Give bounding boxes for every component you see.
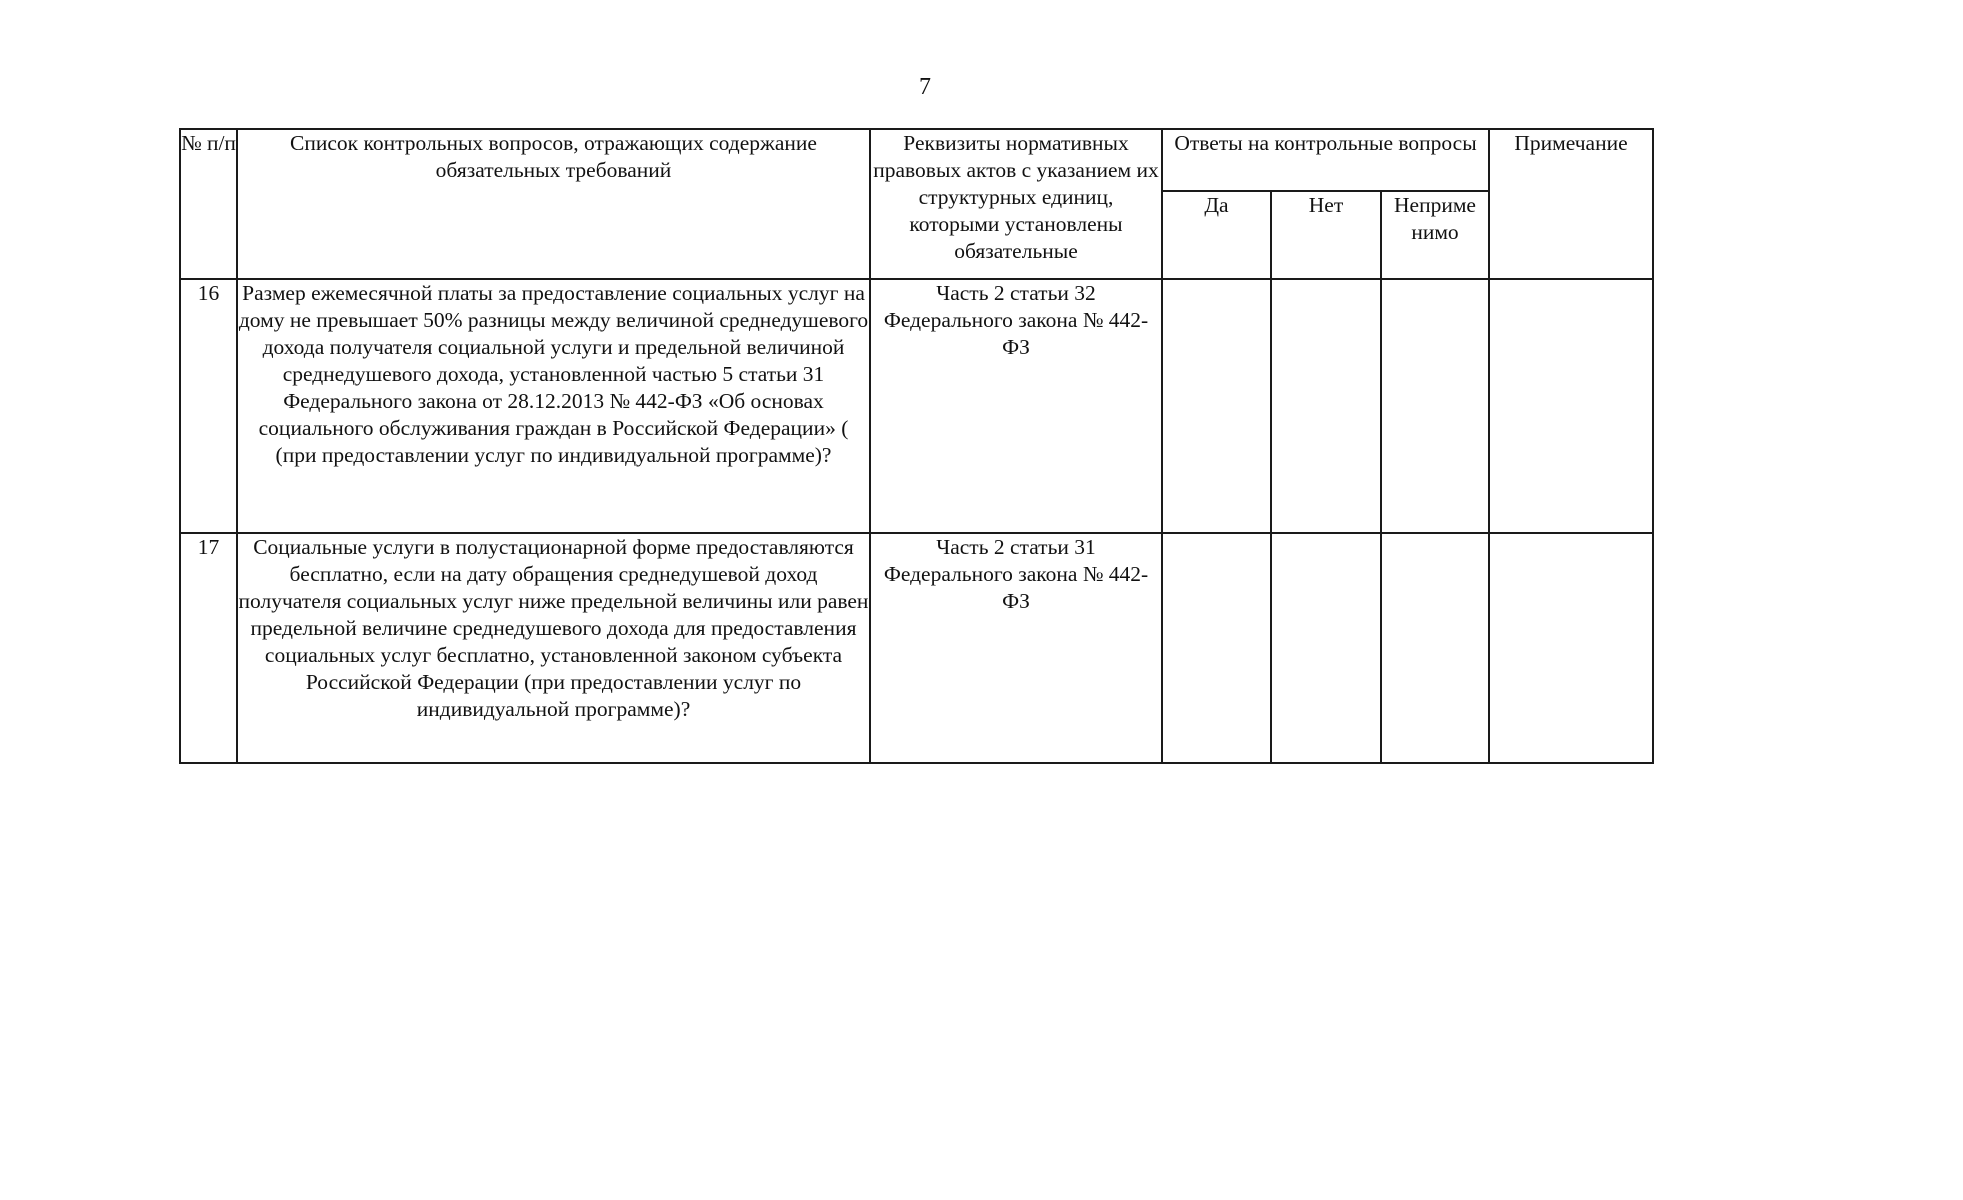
header-references-text: Реквизиты нормативных правовых актов с указанием их структурных единиц, которыми установлены обязательные [873, 131, 1159, 263]
header-note: Примечание [1489, 129, 1653, 279]
checklist-table [179, 128, 1654, 764]
header-answers-group: Ответы на контрольные вопросы [1162, 129, 1489, 191]
row-reference: Часть 2 статьи 32 Федерального закона № 442-ФЗ [870, 279, 1162, 533]
table-row [180, 279, 1653, 533]
header-answer-na: Неприме нимо [1381, 191, 1489, 279]
note-cell[interactable] [1489, 533, 1653, 763]
header-references [870, 129, 1162, 279]
answer-no-cell[interactable] [1271, 279, 1381, 533]
row-question: Социальные услуги в полустационарной форме предоставляются бесплатно, если на дату обращения среднедушевой доход получателя социальных услуг ниже предельной величины или равен предельной величине среднедушевого дохода для предоставления социальных услуг бесплатно, установленной законом субъекта Российской Федерации (при предоставлении услуг по индивидуальной программе)? [237, 533, 870, 763]
note-cell[interactable] [1489, 279, 1653, 533]
header-answer-no: Нет [1271, 191, 1381, 279]
answer-yes-cell[interactable] [1162, 533, 1271, 763]
header-num: № п/п [180, 129, 237, 279]
table-row [180, 533, 1653, 763]
answer-yes-cell[interactable] [1162, 279, 1271, 533]
header-questions: Список контрольных вопросов, отражающих содержание обязательных требований [237, 129, 870, 279]
header-answer-yes: Да [1162, 191, 1271, 279]
answer-no-cell[interactable] [1271, 533, 1381, 763]
page-number: 7 [919, 74, 931, 100]
row-number: 17 [180, 533, 237, 763]
row-reference: Часть 2 статьи 31 Федерального закона № 442-ФЗ [870, 533, 1162, 763]
answer-na-cell[interactable] [1381, 279, 1489, 533]
row-question: Размер ежемесячной платы за предоставление социальных услуг на дому не превышает 50% разницы между величиной среднедушевого дохода получателя социальной услуги и предельной величиной среднедушевого дохода, установленной частью 5 статьи 31 Федерального закона от 28.12.2013 № 442-ФЗ «Об основах социального обслуживания граждан в Российской Федерации» ( (при предоставлении услуг по индивидуальной программе)? [237, 279, 870, 533]
answer-na-cell[interactable] [1381, 533, 1489, 763]
row-number: 16 [180, 279, 237, 533]
header-row [180, 129, 1653, 191]
